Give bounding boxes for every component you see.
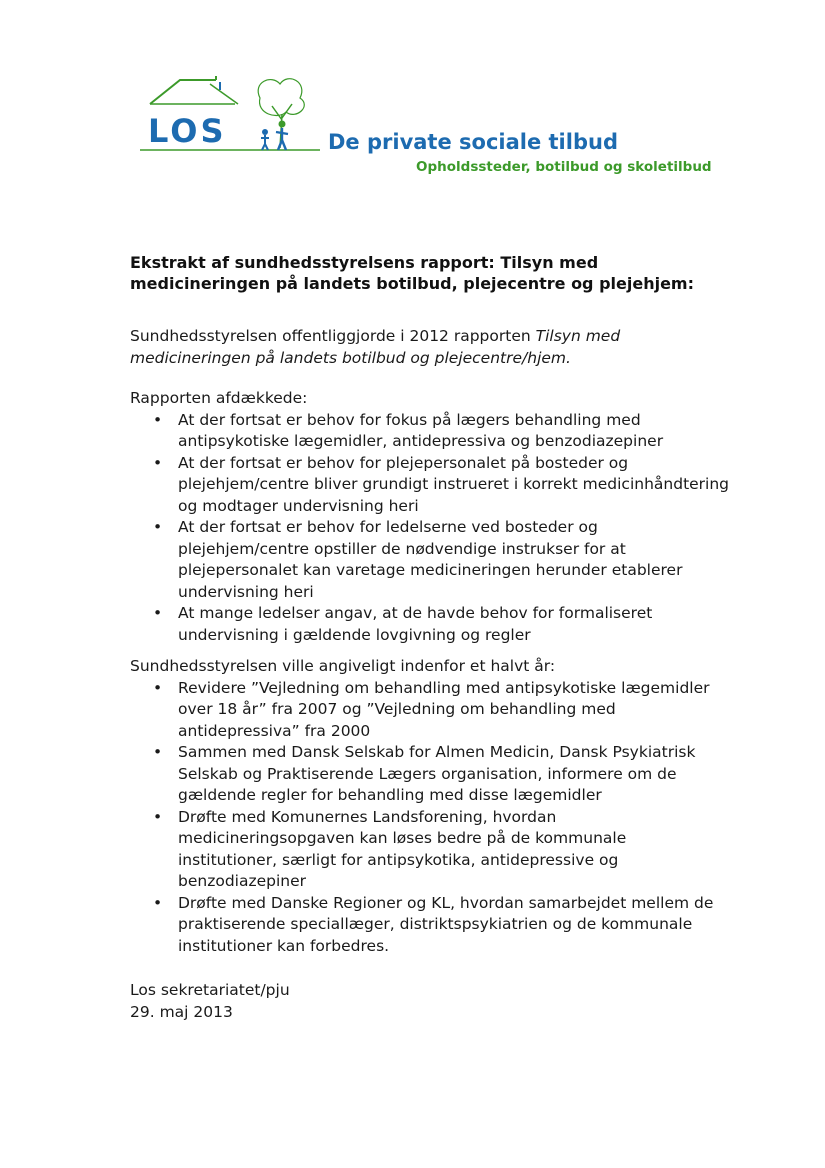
findings-item: • At der fortsat er behov for plejepersonalet på bosteder og plejehjem/centre bliver grundigt instrueret i korrekt medicinhåndtering og modtager undervisning heri [178,453,730,518]
los-logo [140,76,340,156]
actions-item: • Sammen med Dansk Selskab for Almen Medicin, Dansk Psykiatrisk Selskab og Praktiserende Lægers organisation, informere om de gældende regler for behandling med disse lægemidler [178,742,730,807]
actions-item: • Revidere ”Vejledning om behandling med antipsykotiske lægemidler over 18 år” fra 2007 og ”Vejledning om behandling med antidepressiva” fra 2000 [178,678,730,743]
signature-block [130,980,430,1023]
findings-section [130,388,730,646]
actions-item: • Drøfte med Danske Regioner og KL, hvordan samarbejdet mellem de praktiserende speciallæger, distriktspsykiatrien og de kommunale institutioner kan forbedres. [178,893,730,958]
findings-list [130,410,730,647]
findings-item: • At der fortsat er behov for ledelserne ved bosteder og plejehjem/centre opstiller de nødvendige instrukser for at plejepersonalet kan varetage medicineringen herunder etablerer undervisning heri [178,517,730,603]
findings-item: • At mange ledelser angav, at de havde behov for formaliseret undervisning i gældende lovgivning og regler [178,603,730,646]
actions-heading: Sundhedsstyrelsen ville angiveligt indenfor et halvt år: [130,657,556,675]
logo-letters: LOS [148,112,227,150]
actions-list [130,678,730,958]
findings-item: • At der fortsat er behov for fokus på lægers behandling med antipsykotiske lægemidler, antidepressiva og benzodiazepiner [178,410,730,453]
actions-section [130,656,730,957]
brand-subtitle: Opholdssteder, botilbud og skoletilbud [416,159,712,175]
signature-author: Los sekretariatet/pju [130,981,290,999]
document-title: Ekstrakt af sundhedsstyrelsens rapport: Tilsyn med medicineringen på landets botilbud, plejecentre og plejehjem: [130,253,694,293]
report-title: Tilsyn med medicineringen på landets botilbud og plejecentre/hjem. [130,327,621,367]
signature-date: 29. maj 2013 [130,1002,233,1021]
intro-text: Sundhedsstyrelsen offentliggjorde i 2012 rapporten [130,327,536,345]
findings-heading: Rapporten afdækkede: [130,389,308,407]
actions-item: • Drøfte med Komunernes Landsforening, hvordan medicineringsopgaven kan løses bedre på de kommunale institutioner, særligt for antipsykotika, antidepressive og benzodiazepiner [178,807,730,893]
brand-title: De private sociale tilbud [328,130,618,154]
intro-paragraph [130,326,730,369]
los-logo-graphic [140,76,340,156]
